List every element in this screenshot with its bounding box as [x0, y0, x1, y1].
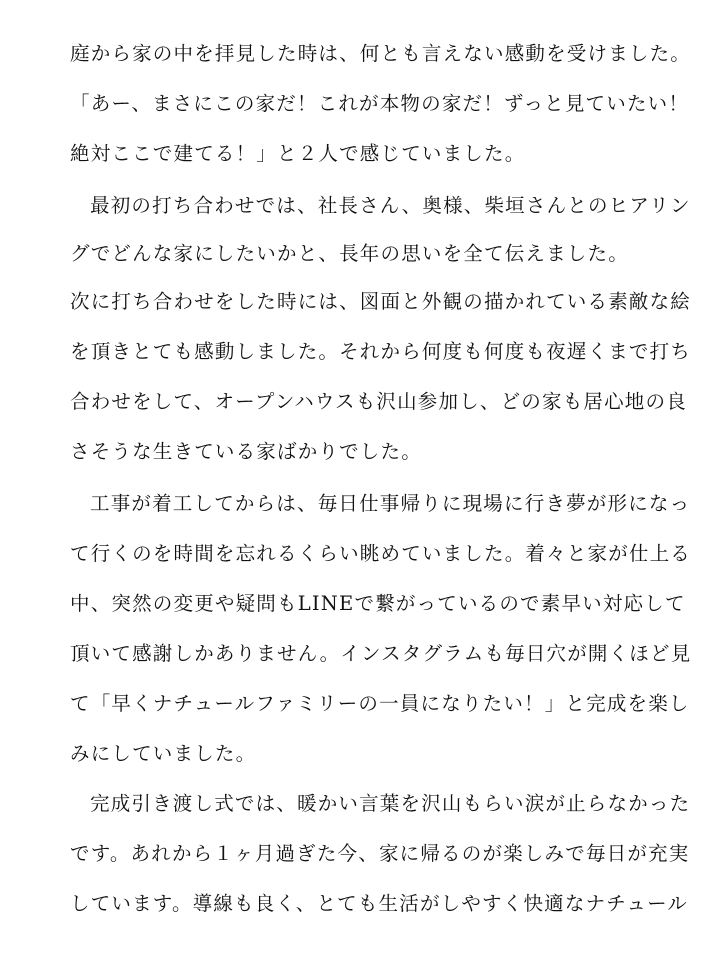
text-line-7: を頂きとても感動しました。それから何度も何度も夜遅くまで打ち [70, 340, 692, 363]
text-line-13: 頂いて感謝しかありません。インスタグラムも毎日穴が開くほど見 [70, 642, 692, 665]
text-line-17: です。あれから１ヶ月過ぎた今、家に帰るのが楽しみで毎日が充実 [70, 842, 690, 865]
text-line-16: 完成引き渡し式では、暖かい言葉を沢山もらい涙が止らなかった [90, 792, 691, 815]
text-line-4: 最初の打ち合わせでは、社長さん、奥様、柴垣さんとのヒアリン [90, 194, 691, 217]
text-line-14: て「早くナチュールファミリーの一員になりたい！」と完成を楽し [70, 692, 690, 715]
text-line-1: 庭から家の中を拝見した時は、何とも言えない感動を受けました。 [70, 42, 692, 65]
text-line-3: 絶対ここで建てる！」と２人で感じていました。 [70, 142, 526, 165]
text-line-9: さそうな生きている家ばかりでした。 [70, 440, 422, 463]
text-line-12: 中、突然の変更や疑問もLINEで繋がっているので素早い対応して [70, 592, 686, 615]
text-line-8: 合わせをして、オープンハウスも沢山参加し、どの家も居心地の良 [70, 390, 687, 413]
text-line-11: て行くのを時間を忘れるくらい眺めていました。着々と家が仕上る [70, 542, 692, 565]
text-line-18: しています。導線も良く、とても生活がしやすく快適なナチュール [70, 892, 689, 915]
text-line-10: 工事が着工してからは、毎日仕事帰りに現場に行き夢が形になっ [90, 492, 691, 515]
text-line-5: グでどんな家にしたいかと、長年の思いを全て伝えました。 [70, 242, 629, 265]
text-line-6: 次に打ち合わせをした時には、図面と外観の描かれている素敵な絵 [70, 290, 692, 313]
text-line-15: みにしていました。 [70, 742, 257, 765]
text-line-2: 「あー、まさにこの家だ！これが本物の家だ！ずっと見ていたい！ [70, 92, 690, 115]
